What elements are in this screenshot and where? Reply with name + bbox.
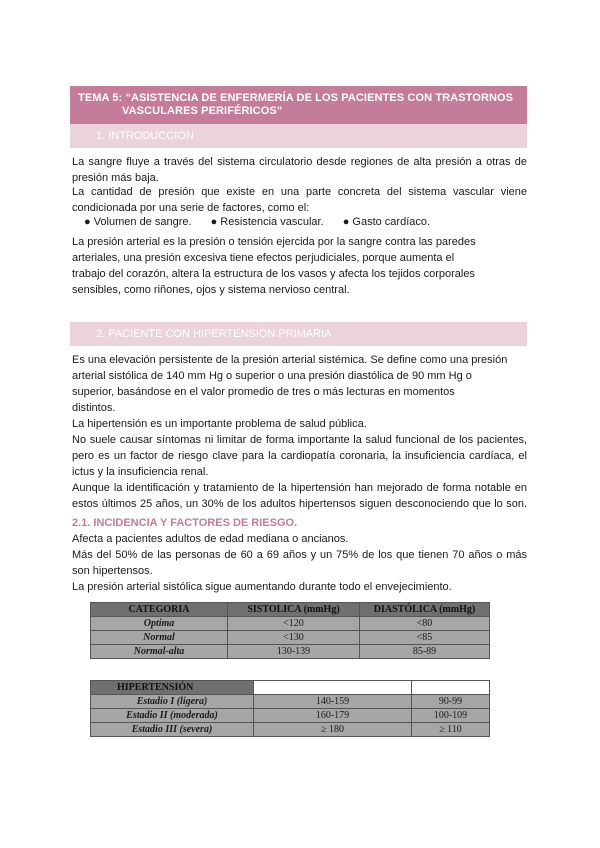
text-line: Es una elevación persistente de la presión arterial sistémica. Se define como una presión — [72, 354, 508, 366]
bullet-item: ● Volumen de sangre. — [84, 216, 192, 228]
table-header-row — [91, 603, 490, 617]
text-line: estos últimos 25 años, un 30% de los adultos hipertensos siguen desconociendo que lo son. — [72, 498, 527, 510]
text-line: Afecta a pacientes adultos de edad mediana o ancianos. — [72, 533, 349, 545]
text-line: Aunque la identificación y tratamiento de la hipertensión han mejorado de forma notable en — [72, 482, 527, 494]
table-cell: Estadio II (moderada) — [91, 709, 254, 723]
text-line: La presión arterial es la presión o tensión ejercida por la sangre contra las paredes — [72, 236, 476, 248]
table-header-row — [91, 681, 490, 695]
table-cell: Normal-alta — [91, 645, 228, 659]
incidencia-paragraph — [72, 531, 527, 595]
table-cell: Estadio III (severa) — [91, 723, 254, 737]
table-cell: Estadio I (ligera) — [91, 695, 254, 709]
table-cell: 130-139 — [228, 645, 360, 659]
subsection-heading-incidencia: 2.1. INCIDENCIA Y FACTORES DE RIESGO. — [72, 517, 298, 529]
title-line-1: TEMA 5: “ASISTENCIA DE ENFERMERÍA DE LOS PACIENTES CON TRASTORNOS — [78, 92, 514, 104]
bullet-item: ● Gasto cardíaco. — [342, 216, 431, 228]
intro-paragraph-2 — [72, 184, 527, 216]
table-cell: ≥ 180 — [254, 723, 412, 737]
text-line: La cantidad de presión que existe en una parte concreta del sistema vascular viene — [72, 186, 527, 198]
blood-pressure-category-table — [90, 602, 490, 659]
text-line: No suele causar síntomas ni limitar de forma importante la salud funcional de los pacientes, — [72, 434, 527, 446]
text-line: sensibles, como riñones, ojos y sistema nervioso central. — [72, 284, 350, 296]
text-line: condicionada por una serie de factores, como el: — [72, 202, 310, 214]
table-row — [91, 631, 490, 645]
table-cell: <130 — [228, 631, 360, 645]
table-cell: 160-179 — [254, 709, 412, 723]
table-cell: Normal — [91, 631, 228, 645]
table-row — [91, 617, 490, 631]
column-header: SISTOLICA (mmHg) — [228, 603, 360, 617]
column-header: HIPERTENSIÓN — [91, 681, 254, 695]
text-line: arteriales, una presión excesiva tiene efectos perjudiciales, porque aumenta el — [72, 252, 455, 264]
text-line: son hipertensos. — [72, 565, 153, 577]
table-cell: ≥ 110 — [412, 723, 490, 737]
text-line: distintos. — [72, 402, 116, 414]
column-header: CATEGORIA — [91, 603, 228, 617]
hypertension-stage-table — [90, 680, 490, 737]
table-cell: <120 — [228, 617, 360, 631]
text-line: La sangre fluye a través del sistema circulatorio desde regiones de alta presión a otras de — [72, 156, 527, 168]
text-line: La hipertensión es un importante problema de salud pública. — [72, 418, 367, 430]
text-line: La presión arterial sistólica sigue aumentando durante todo el envejecimiento. — [72, 581, 452, 593]
text-line: pero es un factor de riesgo clave para la cardiopatía coronaria, la insuficiencia cardíaca, el — [72, 450, 527, 462]
table-cell: 100-109 — [412, 709, 490, 723]
table-cell: <80 — [360, 617, 490, 631]
table-row — [91, 723, 490, 737]
table-row — [91, 645, 490, 659]
text-line: trabajo del corazón, altera la estructura de los vasos y afecta los tejidos corporales — [72, 268, 475, 280]
text-line: superior, basándose en el valor promedio de tres o más lecturas en momentos — [72, 386, 455, 398]
table-cell: 90-99 — [412, 695, 490, 709]
text-line: ictus y la insuficiencia renal. — [72, 466, 209, 478]
table-row — [91, 709, 490, 723]
title-line-2: VASCULARES PERIFÉRICOS” — [122, 105, 283, 117]
intro-paragraph-1 — [72, 154, 527, 186]
column-header: DIASTÓLICA (mmHg) — [360, 603, 490, 617]
table-cell: 85-89 — [360, 645, 490, 659]
text-line: presión más baja. — [72, 172, 159, 184]
text-line: arterial sistólica de 140 mm Hg o superior o una presión diastólica de 90 mm Hg o — [72, 370, 472, 382]
table-cell: <85 — [360, 631, 490, 645]
table-row — [91, 695, 490, 709]
intro-paragraph-3 — [72, 234, 527, 298]
section-heading-hipertension: 2. PACIENTE CON HIPERTENSIÓN PRIMARIA — [70, 322, 527, 346]
table-cell: Optima — [91, 617, 228, 631]
table-cell: 140-159 — [254, 695, 412, 709]
empty-header-cell — [412, 681, 490, 695]
section-heading-introduccion: 1. INTRODUCCIÓN — [70, 124, 527, 148]
hipertension-paragraph — [72, 352, 527, 512]
document-title — [70, 86, 527, 124]
empty-header-cell — [254, 681, 412, 695]
bullet-item: ● Resistencia vascular. — [210, 216, 324, 228]
text-line: Más del 50% de las personas de 60 a 69 años y un 75% de los que tienen 70 años o más — [72, 549, 527, 561]
factor-bullet-list — [84, 214, 446, 230]
